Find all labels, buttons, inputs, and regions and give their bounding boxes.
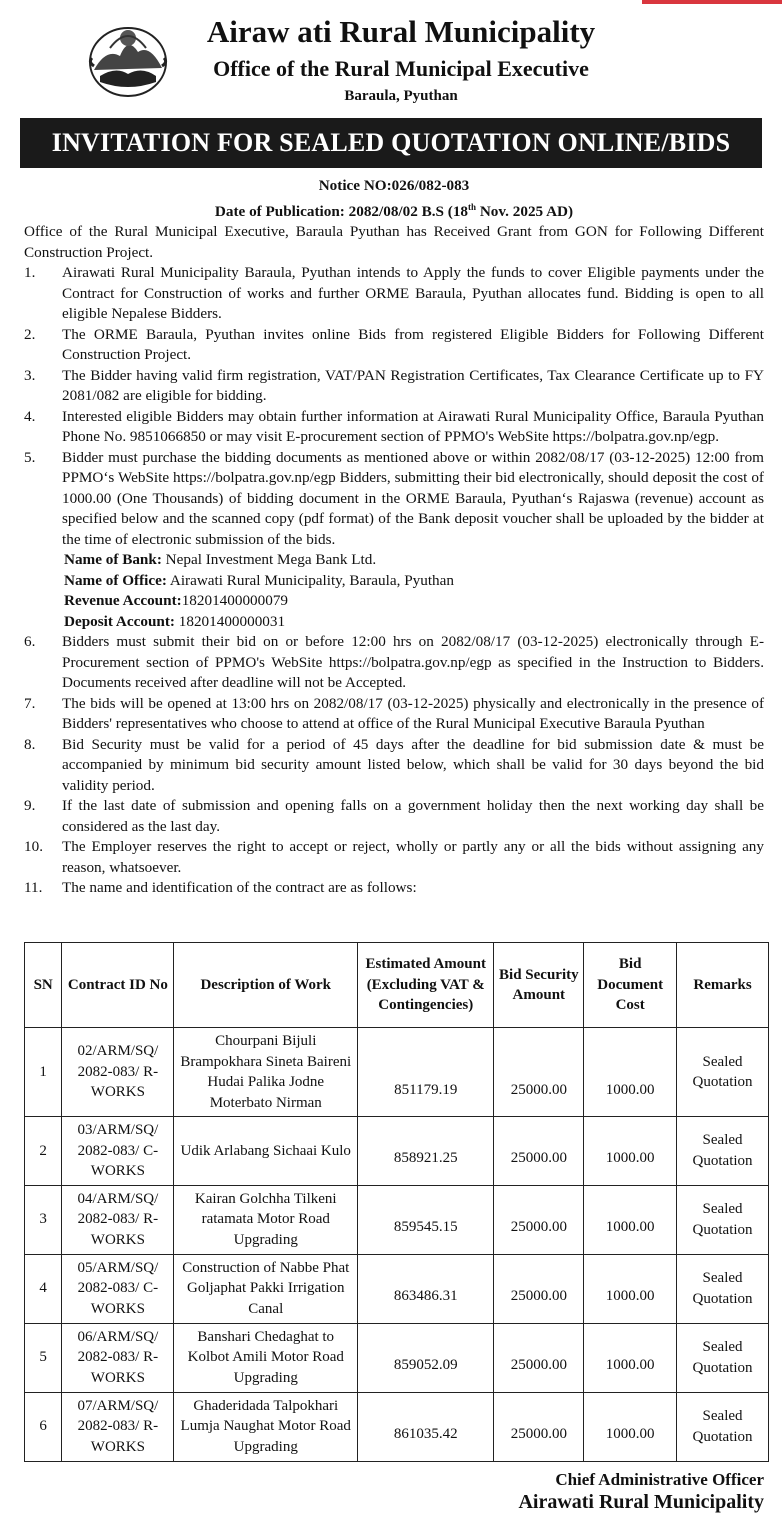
deposit-account-label: Deposit Account:: [64, 612, 175, 630]
cell-document-cost: 1000.00: [584, 1392, 677, 1461]
office-location: Baraula, Pyuthan: [344, 88, 458, 104]
cell-document-cost: 1000.00: [584, 1185, 677, 1254]
clause-list: [24, 263, 764, 550]
clause-text: Bid Security must be valid for a period of 45 days after the deadline for bid submission date & must be accompanied by minimum bid security amount listed below, which shall be valid for 30 days beyond the bid validity period.: [62, 735, 764, 794]
bank-details: [24, 550, 764, 632]
bank-name-label: Name of Bank:: [64, 551, 162, 569]
column-header: Bid Document Cost: [584, 943, 677, 1028]
cell-estimated-amount: 859545.15: [358, 1185, 494, 1254]
table-row: [25, 1185, 769, 1254]
publication-date-prefix: Date of Publication: 2082/08/02 B.S (18: [214, 202, 469, 220]
clause-number: 11.: [24, 879, 43, 897]
cell-estimated-amount: 859052.09: [358, 1323, 494, 1392]
office-name-value: Airawati Rural Municipality, Baraula, Pyuthan: [166, 571, 454, 589]
table-header-row: [25, 943, 769, 1028]
cell-description: Construction of Nabbe Phat Goljaphat Pakki Irrigation Canal: [174, 1254, 358, 1323]
clause-number: 1.: [24, 264, 36, 282]
letterhead: [0, 0, 782, 118]
clause-text: The Bidder having valid firm registration, VAT/PAN Registration Certificates, Tax Clearance Certificate up to FY 2081/082 are eligible for bidding.: [62, 366, 764, 405]
clause-number: 8.: [24, 735, 36, 753]
revenue-account-label: Revenue Account:: [64, 592, 182, 610]
cell-description: Kairan Golchha Tilkeni ratamata Motor Road Upgrading: [174, 1185, 358, 1254]
clause-item: [24, 407, 764, 448]
cell-remarks: Sealed Quotation: [677, 1392, 769, 1461]
cell-sn: 3: [25, 1185, 62, 1254]
cell-document-cost: 1000.00: [584, 1028, 677, 1117]
cell-estimated-amount: 861035.42: [358, 1392, 494, 1461]
cell-bid-security: 25000.00: [494, 1117, 584, 1186]
cell-remarks: Sealed Quotation: [677, 1254, 769, 1323]
notice-title-banner: INVITATION FOR SEALED QUOTATION ONLINE/BIDS: [20, 118, 762, 168]
cell-sn: 5: [25, 1323, 62, 1392]
cell-document-cost: 1000.00: [584, 1323, 677, 1392]
cell-remarks: Sealed Quotation: [677, 1323, 769, 1392]
table-body: [25, 1028, 769, 1462]
municipality-name: Airaw ati Rural Municipality: [206, 14, 596, 49]
column-header: Description of Work: [174, 943, 358, 1028]
cell-document-cost: 1000.00: [584, 1254, 677, 1323]
clause-text: The ORME Baraula, Pyuthan invites online Bids from registered Eligible Bidders for Following Different Construction Project.: [62, 325, 764, 364]
column-header: Estimated Amount (Excluding VAT & Contingencies): [358, 943, 494, 1028]
cell-contract-id: 03/ARM/SQ/ 2082-083/ C-WORKS: [62, 1117, 174, 1186]
clause-item: [24, 878, 764, 899]
clause-item: [24, 366, 764, 407]
cell-sn: 6: [25, 1392, 62, 1461]
clause-text: The name and identification of the contract are as follows:: [62, 879, 417, 897]
bank-name-value: Nepal Investment Mega Bank Ltd.: [161, 551, 377, 569]
office-name: Office of the Rural Municipal Executive: [213, 56, 589, 81]
deposit-account-value: 18201400000031: [174, 612, 286, 630]
cell-bid-security: 25000.00: [494, 1254, 584, 1323]
cell-remarks: Sealed Quotation: [677, 1117, 769, 1186]
table-row: [25, 1254, 769, 1323]
clause-text: If the last date of submission and opening falls on a government holiday then the next working day shall be considered as the last day.: [62, 797, 764, 835]
cell-sn: 2: [25, 1117, 62, 1186]
cell-description: Chourpani Bijuli Brampokhara Sineta Baireni Hudai Palika Jodne Moterbato Nirman: [174, 1028, 358, 1117]
clause-item: [24, 837, 764, 878]
clause-number: 9.: [24, 797, 36, 815]
clause-list-continued: [24, 632, 764, 899]
clause-text: Bidder must purchase the bidding documents as mentioned above or within 2082/08/17 (03-12-2025) 12:00 from PPMO‘s WebSite https://bolpatra.gov.np/egp Bidders, submitting their bid electronically, should deposit the cost of 1000.00 (One Thousands) of bidding document in the ORME Baraula, Pyuthan‘s Rajaswa (revenue) account as specified below and the scanned copy (pdf format) of the Bank deposit voucher shall be uploaded by the bidder at the time of electronic submission of the bids.: [62, 448, 764, 548]
clause-number: 6.: [24, 633, 36, 651]
notice-number: Notice NO:026/082-083: [318, 177, 470, 194]
contracts-table: [24, 942, 769, 1462]
clause-item: [24, 632, 764, 694]
clause-item: [24, 325, 764, 366]
clause-text: The bids will be opened at 13:00 hrs on 2082/08/17 (03-12-2025) physically and electronically in the presence of Bidders' representatives who choose to attend at office of the Rural Municipal Executive Baraula Pyuthan: [62, 694, 764, 733]
publication-date: [24, 197, 764, 223]
table-row: [25, 1117, 769, 1186]
intro-paragraph: Office of the Rural Municipal Executive, Baraula Pyuthan has Received Grant from GON for Following Different Construction Project.: [24, 223, 764, 261]
office-name-line: [64, 571, 764, 592]
clause-text: Airawati Rural Municipality Baraula, Pyuthan intends to Apply the funds to cover Eligible payments under the Contract for Construction of works and further ORME Baraula, Pyuthan allocates fund. Bidding is open to all eligible Nepalese Bidders.: [62, 264, 764, 323]
cell-bid-security: 25000.00: [494, 1185, 584, 1254]
cell-sn: 4: [25, 1254, 62, 1323]
column-header: Remarks: [677, 943, 769, 1028]
table-row: [25, 1323, 769, 1392]
clause-number: 5.: [24, 448, 36, 466]
table-row: [25, 1392, 769, 1461]
cell-contract-id: 02/ARM/SQ/ 2082-083/ R-WORKS: [62, 1028, 174, 1117]
publication-date-suffix: Nov. 2025 AD): [476, 202, 574, 220]
cell-description: Udik Arlabang Sichaai Kulo: [174, 1117, 358, 1186]
cell-bid-security: 25000.00: [494, 1028, 584, 1117]
clause-item: [24, 735, 764, 797]
clause-text: Bidders must submit their bid on or before 12:00 hrs on 2082/08/17 (03-12-2025) electronically through E-Procurement section of PPMO's WebSite https://bolpatra.gov.np/egp as specified in the Instruction to Bidders. Documents received after deadline will not be Accepted.: [62, 633, 764, 692]
cell-remarks: Sealed Quotation: [677, 1028, 769, 1117]
clause-item: [24, 796, 764, 837]
signatory-title: Chief Administrative Officer: [555, 1470, 764, 1489]
clause-number: 3.: [24, 366, 36, 384]
office-name-label: Name of Office:: [64, 571, 167, 589]
column-header: SN: [25, 943, 62, 1028]
table-row: [25, 1028, 769, 1117]
cell-document-cost: 1000.00: [584, 1117, 677, 1186]
cell-estimated-amount: 858921.25: [358, 1117, 494, 1186]
cell-description: Ghaderidada Talpokhari Lumja Naughat Motor Road Upgrading: [174, 1392, 358, 1461]
cell-sn: 1: [25, 1028, 62, 1117]
publication-date-sup: th: [468, 201, 477, 212]
revenue-account-value: 18201400000079: [181, 592, 289, 610]
cell-contract-id: 05/ARM/SQ/ 2082-083/ C-WORKS: [62, 1254, 174, 1323]
column-header: Contract ID No: [62, 943, 174, 1028]
bank-name-line: [64, 550, 764, 571]
clause-item: [24, 694, 764, 735]
cell-remarks: Sealed Quotation: [677, 1185, 769, 1254]
clause-number: 2.: [24, 325, 36, 343]
revenue-account-line: [64, 591, 764, 612]
cell-bid-security: 25000.00: [494, 1323, 584, 1392]
column-header: Bid Security Amount: [494, 943, 584, 1028]
clause-item: [24, 448, 764, 551]
cell-contract-id: 07/ARM/SQ/ 2082-083/ R-WORKS: [62, 1392, 174, 1461]
notice-body: [24, 176, 764, 899]
cell-contract-id: 06/ARM/SQ/ 2082-083/ R-WORKS: [62, 1323, 174, 1392]
signatory-organization: Airawati Rural Municipality: [518, 1491, 764, 1513]
deposit-account-line: [64, 612, 764, 633]
cell-estimated-amount: 863486.31: [358, 1254, 494, 1323]
cell-contract-id: 04/ARM/SQ/ 2082-083/ R-WORKS: [62, 1185, 174, 1254]
clause-text: The Employer reserves the right to accept or reject, wholly or partly any or all the bids without assigning any reason, whatsoever.: [62, 838, 764, 876]
clause-text: Interested eligible Bidders may obtain further information at Airawati Rural Municipality Office, Baraula Pyuthan Phone No. 9851066850 or may visit E-procurement section of PPMO's WebSite https://bolpatra.gov.np/egp.: [62, 407, 764, 446]
clause-number: 4.: [24, 407, 36, 425]
clause-number: 7.: [24, 694, 36, 712]
cell-estimated-amount: 851179.19: [358, 1028, 494, 1117]
clause-item: [24, 263, 764, 325]
cell-bid-security: 25000.00: [494, 1392, 584, 1461]
clause-number: 10.: [24, 838, 43, 856]
cell-description: Banshari Chedaghat to Kolbot Amili Motor Road Upgrading: [174, 1323, 358, 1392]
